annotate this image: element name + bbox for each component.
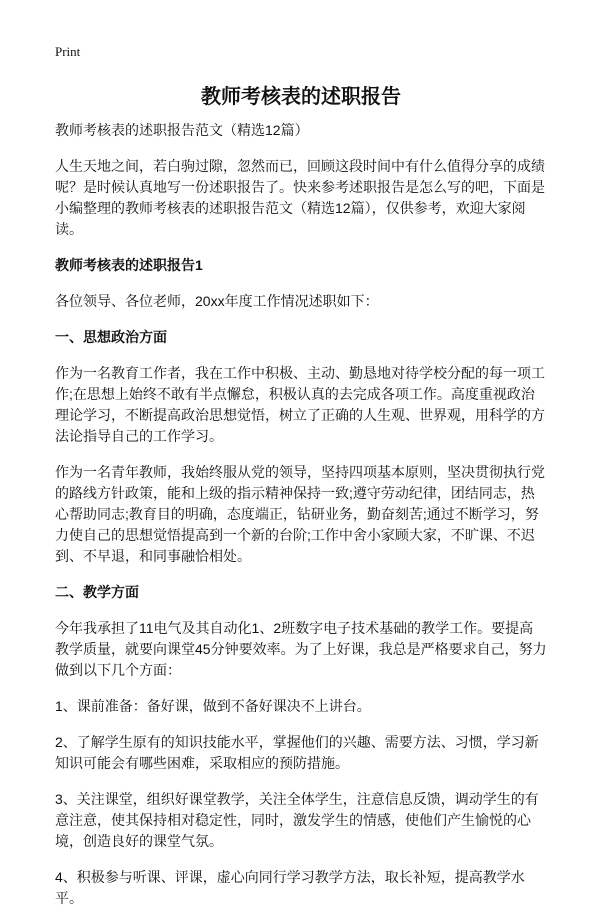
list-item: 3、关注课堂，组织好课堂教学，关注全体学生，注意信息反馈，调动学生的有意注意，使其保持相对稳定性，同时，激发学生的情感，使他们产生愉悦的心境，创造良好的课堂气氛。 — [55, 791, 539, 849]
print-link[interactable]: Print — [55, 44, 81, 59]
paragraph: 今年我承担了11电气及其自动化1、2班数字电子技术基础的教学工作。要提高教学质量，就要向课堂45分钟要效率。为了上好课，我总是严格要求自己，努力做到以下几个方面： — [55, 620, 547, 678]
subtitle: 教师考核表的述职报告范文（精选12篇） — [55, 122, 309, 138]
list-item: 1、课前准备：备好课，做到不备好课决不上讲台。 — [55, 698, 371, 714]
page-title: 教师考核表的述职报告 — [201, 86, 401, 108]
list-item: 4、积极参与听课、评课，虚心向同行学习教学方法，取长补短，提高教学水平。 — [55, 869, 525, 906]
list-item: 2、了解学生原有的知识技能水平，掌握他们的兴趣、需要方法、习惯，学习新知识可能会有哪些困难，采取相应的预防措施。 — [55, 734, 539, 771]
intro-paragraph: 人生天地之间，若白驹过隙，忽然而已，回顾这段时间中有什么值得分享的成绩呢？是时候认真地写一份述职报告了。快来参考述职报告是怎么写的吧，下面是小编整理的教师考核表的述职报告范文（精选12篇），仅供参考，欢迎大家阅读。 — [55, 158, 545, 237]
paragraph: 作为一名教育工作者，我在工作中积极、主动、勤恳地对待学校分配的每一项工作;在思想上始终不敢有半点懈怠，积极认真的去完成各项工作。高度重视政治理论学习，不断提高政治思想觉悟，树立了正确的人生观、世界观，用科学的方法论指导自己的工作学习。 — [55, 365, 545, 444]
paragraph: 作为一名青年教师，我始终服从党的领导，坚持四项基本原则，坚决贯彻执行党的路线方针政策，能和上级的指示精神保持一致;遵守劳动纪律，团结同志，热心帮助同志;教育目的明确，态度端正，钻研业务，勤奋刻苦;通过不断学习，努力使自己的思想觉悟提高到一个新的台阶;工作中舍小家顾大家，不旷课、不迟到、不早退，和同事融恰相处。 — [55, 464, 545, 564]
section-heading: 二、教学方面 — [55, 584, 139, 600]
report-heading: 教师考核表的述职报告1 — [55, 257, 203, 273]
section-heading: 一、思想政治方面 — [55, 329, 167, 345]
document-body — [55, 120, 547, 924]
greeting: 各位领导、各位老师，20xx年度工作情况述职如下： — [55, 293, 379, 309]
